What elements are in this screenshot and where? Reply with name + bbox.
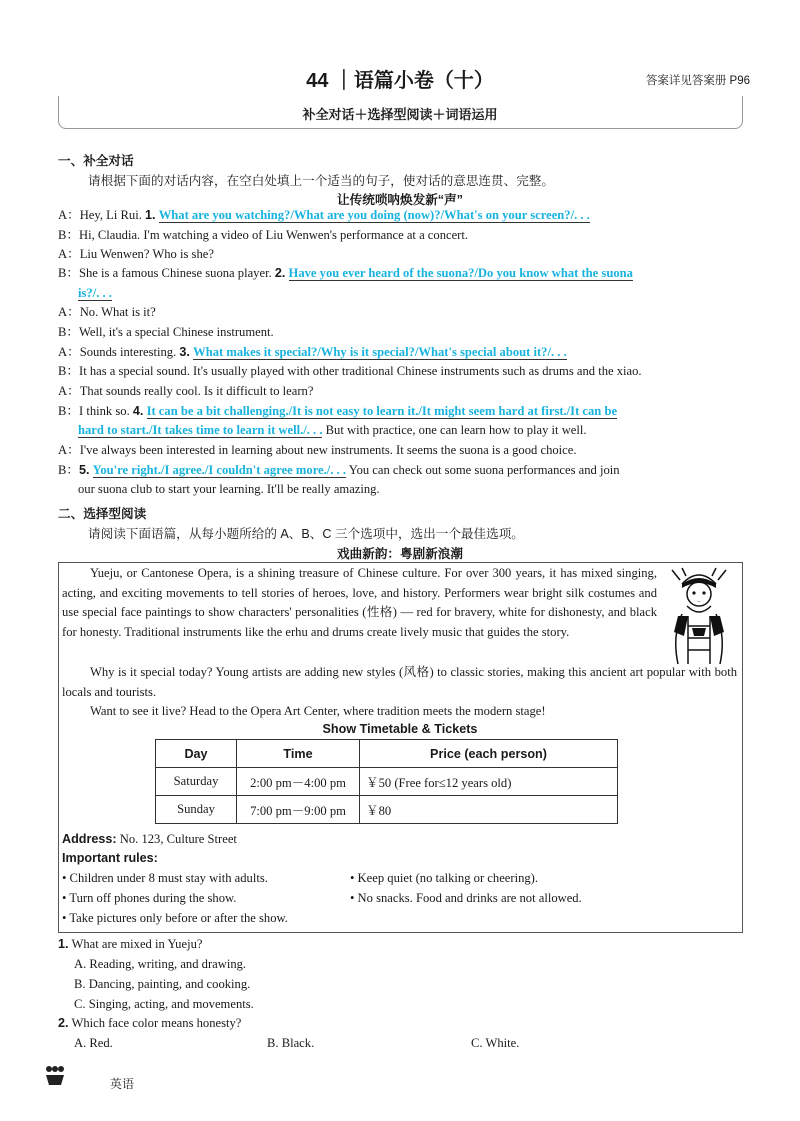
speaker-label: A：	[58, 384, 80, 398]
option-c[interactable]: C. Singing, acting, and movements.	[74, 997, 254, 1011]
question-stem: Which face color means honesty?	[71, 1016, 242, 1030]
answer-blank-2-cont[interactable]: is?/. . .	[78, 286, 112, 300]
opera-performer-illustration	[662, 566, 736, 666]
answer-blank-4[interactable]: It can be a bit challenging./It is not easy to learn it./It might seem hard at first./It can be	[146, 404, 618, 418]
speaker-label: B：	[58, 404, 79, 418]
dialogue-text: Sounds interesting.	[79, 345, 177, 359]
page-subtitle: 补全对话＋选择型阅读＋词语运用	[302, 107, 498, 122]
question-number: 2.	[58, 1016, 69, 1030]
dialogue-text: Hi, Claudia. I'm watching a video of Liu Wenwen's performance at a concert.	[79, 228, 469, 242]
table-cell-price: ￥80	[360, 796, 618, 824]
option-a[interactable]: A. Red.	[74, 1036, 113, 1050]
table-header-price: Price (each person)	[360, 740, 618, 768]
section1-heading: 一、补全对话	[58, 154, 134, 168]
dialogue-text: our suona club to start your learning. It'll be really amazing.	[78, 482, 380, 496]
answer-blank-2[interactable]: Have you ever heard of the suona?/Do you know what the suona	[288, 266, 633, 280]
answer-blank-1[interactable]: What are you watching?/What are you doing (now)?/What's on your screen?/. . .	[158, 208, 590, 222]
dialogue-line-5	[58, 303, 748, 322]
speaker-label: A：	[58, 443, 80, 457]
dialogue-line-12	[58, 461, 748, 480]
rules-label: Important rules:	[62, 851, 158, 865]
question-1	[58, 937, 202, 952]
dialogue-line-9	[58, 382, 748, 401]
section2-heading: 二、选择型阅读	[58, 507, 147, 521]
speaker-label: B：	[58, 364, 79, 378]
section2-instruction: 请阅读下面语篇，从每小题所给的 A、B、C 三个选项中，选出一个最佳选项。	[88, 527, 524, 541]
rule-item: • No snacks. Food and drinks are not allowed.	[350, 891, 582, 905]
footer-subject: 英语	[110, 1077, 135, 1091]
speaker-label: B：	[58, 266, 79, 280]
dialogue-text: But with practice, one can learn how to play it well.	[325, 423, 587, 437]
speaker-label: A：	[58, 247, 80, 261]
dialogue-text: I think so.	[79, 404, 130, 418]
rule-item: • Turn off phones during the show.	[62, 891, 237, 905]
table-header-time: Time	[237, 740, 360, 768]
address-value: No. 123, Culture Street	[119, 832, 237, 846]
table-cell-time: 7:00 pm－9:00 pm	[237, 796, 360, 824]
option-c[interactable]: C. White.	[471, 1036, 520, 1050]
dialogue-line-11	[58, 441, 748, 460]
blank-number: 1.	[145, 208, 156, 222]
question-2	[58, 1016, 241, 1031]
table-row	[156, 796, 618, 824]
dialogue-line-4-cont	[78, 284, 768, 303]
table-header-row	[156, 740, 618, 768]
rule-item: • Children under 8 must stay with adults.	[62, 871, 268, 885]
speaker-label: A：	[58, 305, 80, 319]
option-b[interactable]: B. Black.	[267, 1036, 315, 1050]
speaker-label: B：	[58, 325, 79, 339]
dialogue-text: Liu Wenwen? Who is she?	[79, 247, 214, 261]
table-header-day: Day	[156, 740, 237, 768]
table-cell-day: Sunday	[156, 796, 237, 824]
passage-paragraph-3: Want to see it live? Head to the Opera Art Center, where tradition meets the modern stage!	[90, 704, 546, 718]
dialogue-text: She is a famous Chinese suona player.	[79, 266, 272, 280]
blank-number: 2.	[274, 266, 286, 280]
rule-item: • Take pictures only before or after the show.	[62, 911, 288, 925]
address-label: Address:	[62, 832, 117, 846]
blank-number: 3.	[179, 345, 190, 359]
dialogue-line-3	[58, 245, 748, 264]
option-a[interactable]: A. Reading, writing, and drawing.	[74, 957, 247, 971]
dialogue-text: That sounds really cool. Is it difficult to learn?	[79, 384, 314, 398]
ticket-table	[155, 739, 618, 824]
speaker-label: B：	[58, 463, 79, 477]
question-number: 1.	[58, 937, 69, 951]
table-cell-day: Saturday	[156, 768, 237, 796]
passage-paragraph-1: Yueju, or Cantonese Opera, is a shining treasure of Chinese culture. For over 300 years, it has mixed singing, acting, and exciting movements to tell stories of heroes, love, and history. Performers wear bright silk costumes and use special face paintings to show characters' personalities (性格) — red for bravery, white for dishonesty, and black for honesty. Traditional instruments like the erhu and drums create lively music that guides the story.	[62, 566, 657, 640]
answer-reference: 答案详见答案册 P96	[645, 75, 750, 87]
rule-item: • Keep quiet (no talking or cheering).	[350, 871, 539, 885]
section1-instruction: 请根据下面的对话内容，在空白处填上一个适当的句子，使对话的意思连贯、完整。	[88, 174, 554, 188]
dialogue-text: I've always been interested in learning about new instruments. It seems the suona is a good choice.	[79, 443, 577, 457]
dialogue-text: You can check out some suona performances and join	[348, 463, 620, 477]
page-title: 44 ｜语篇小卷（十）	[306, 70, 494, 92]
answer-blank-3[interactable]: What makes it special?/Why is it special?/What's special about it?/. . .	[193, 345, 567, 359]
table-title: Show Timetable & Tickets	[322, 722, 478, 736]
option-b[interactable]: B. Dancing, painting, and cooking.	[74, 977, 251, 991]
dialogue-line-10	[58, 402, 748, 421]
blank-number: 5.	[79, 463, 90, 477]
dialogue-text: Well, it's a special Chinese instrument.	[79, 325, 274, 339]
dialogue-line-6	[58, 323, 748, 342]
blank-number: 4.	[132, 404, 144, 418]
dialogue-line-7	[58, 343, 748, 362]
table-cell-time: 2:00 pm－4:00 pm	[237, 768, 360, 796]
question-stem: What are mixed in Yueju?	[71, 937, 203, 951]
speaker-label: B：	[58, 228, 79, 242]
dialogue-line-8	[58, 362, 748, 381]
passage-title: 戏曲新韵：粤剧新浪潮	[337, 547, 463, 561]
dialogue-text: No. What is it?	[79, 305, 156, 319]
speaker-label: A：	[58, 208, 80, 222]
table-cell-price: ￥50 (Free for≤12 years old)	[360, 768, 618, 796]
dialogue-line-4	[58, 264, 748, 283]
publisher-logo-icon	[42, 1063, 68, 1089]
speaker-label: A：	[58, 345, 80, 359]
answer-blank-4-cont[interactable]: hard to start./It takes time to learn it well./. . .	[78, 423, 323, 437]
dialogue-line-10-cont	[78, 421, 768, 440]
dialogue-line-12-cont	[78, 480, 768, 499]
dialogue-line-1	[58, 206, 748, 225]
address-line	[62, 832, 237, 847]
dialogue-line-2	[58, 226, 748, 245]
dialogue-text: It has a special sound. It's usually played with other traditional Chinese instruments such as drums and the xiao.	[79, 364, 642, 378]
dialogue-title: 让传统唢呐焕发新“声”	[337, 193, 463, 207]
dialogue-text: Hey, Li Rui.	[79, 208, 142, 222]
answer-blank-5[interactable]: You're right./I agree./I couldn't agree more./. . .	[92, 463, 347, 477]
passage-paragraph-2: Why is it special today? Young artists are adding new styles (风格) to classic stories, making this ancient art popular with both locals and tourists.	[62, 665, 737, 699]
table-row	[156, 768, 618, 796]
